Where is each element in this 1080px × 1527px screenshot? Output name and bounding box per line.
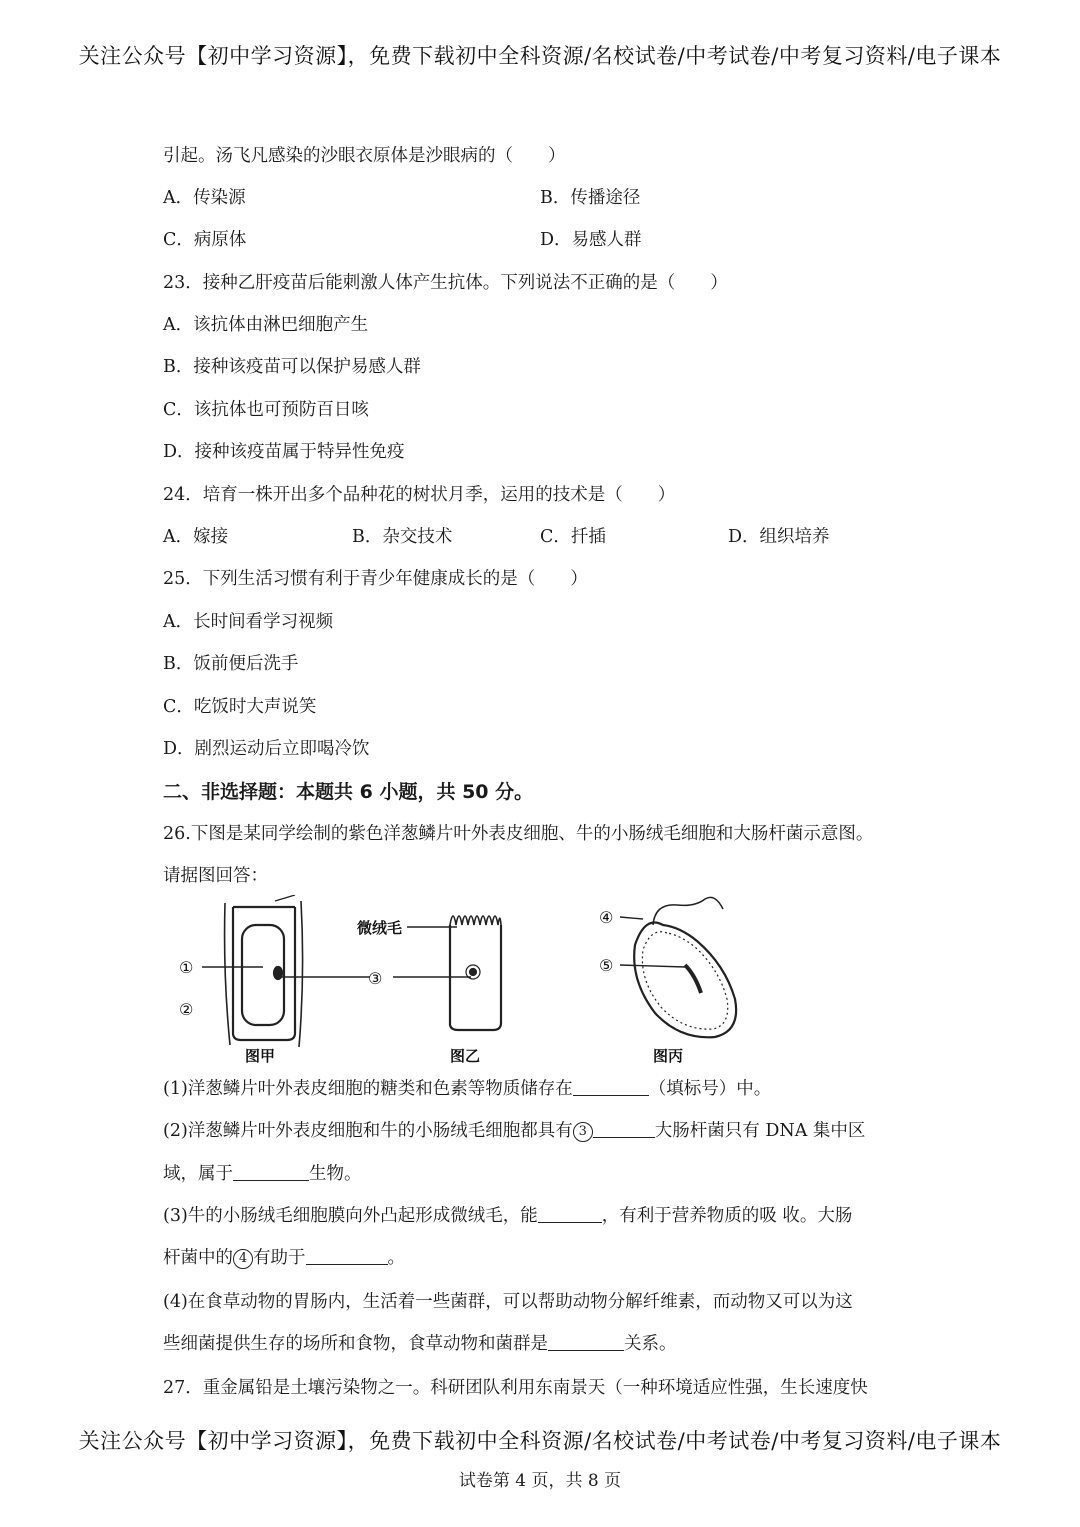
q26-p3-text-5: 。 bbox=[387, 1248, 405, 1268]
q26-part3-cont bbox=[163, 1244, 405, 1269]
q26-part1 bbox=[163, 1075, 771, 1100]
q24-option-d: D．组织培养 bbox=[728, 527, 830, 547]
q24-option-b: B．杂交技术 bbox=[352, 527, 453, 547]
q26-p2-text-4: 生物。 bbox=[309, 1164, 362, 1184]
q26-p2-text-2: 大肠杆菌只有 DNA 集中区 bbox=[654, 1121, 866, 1141]
q26-p2-text-3: 域，属于 bbox=[163, 1164, 233, 1184]
label-4: ④ bbox=[599, 908, 614, 927]
q22-tail: 引起。汤飞凡感染的沙眼衣原体是沙眼病的（ ） bbox=[163, 146, 566, 166]
bacterium-drawing bbox=[634, 897, 736, 1037]
answer-blank[interactable] bbox=[538, 1206, 602, 1223]
q26-p3-text-3: 杆菌中的 bbox=[163, 1248, 233, 1268]
cell-diagram-figure bbox=[175, 895, 775, 1065]
q26-p1-text-end: （填标号）中。 bbox=[648, 1079, 772, 1099]
q24-option-a: A．嫁接 bbox=[163, 527, 229, 547]
q23-stem: 23．接种乙肝疫苗后能刺激人体产生抗体。下列说法不正确的是（ ） bbox=[163, 273, 728, 293]
q25-stem: 25．下列生活习惯有利于青少年健康成长的是（ ） bbox=[163, 569, 588, 589]
q26-stem-line2: 请据图回答： bbox=[163, 866, 268, 886]
onion-cell-drawing bbox=[225, 895, 303, 1047]
bottom-banner: 关注公众号【初中学习资源】，免费下载初中全科资源/名校试卷/中考试卷/中考复习资料/电子课本 bbox=[78, 1429, 1002, 1453]
q26-part3 bbox=[163, 1202, 852, 1227]
q25-option-a: A．长时间看学习视频 bbox=[163, 612, 334, 632]
q27-stem: 27．重金属铅是土壤污染物之一。科研团队利用东南景天（一种环境适应性强，生长速度快 bbox=[163, 1378, 868, 1398]
q24-option-c: C．扦插 bbox=[540, 527, 606, 547]
answer-blank[interactable] bbox=[548, 1334, 624, 1351]
label-3: ③ bbox=[368, 969, 383, 988]
q26-part2-cont bbox=[163, 1160, 362, 1185]
q26-p2-text: (2)洋葱鳞片叶外表皮细胞和牛的小肠绒毛细胞都具有 bbox=[163, 1121, 573, 1141]
answer-blank[interactable] bbox=[593, 1121, 655, 1138]
answer-blank[interactable] bbox=[233, 1164, 309, 1181]
q26-part4-cont bbox=[163, 1330, 677, 1355]
section-heading: 二、非选择题：本题共 6 小题，共 50 分。 bbox=[163, 781, 534, 803]
q26-part2 bbox=[163, 1117, 865, 1142]
q26-p3-text: (3)牛的小肠绒毛细胞膜向外凸起形成微绒毛，能 bbox=[163, 1206, 538, 1226]
q25-option-b: B．饭前便后洗手 bbox=[163, 654, 299, 674]
villus-cell-drawing bbox=[450, 916, 501, 1030]
q22-option-b: B．传播途径 bbox=[540, 188, 641, 208]
q25-option-c: C．吃饭时大声说笑 bbox=[163, 697, 317, 717]
answer-blank[interactable] bbox=[573, 1079, 649, 1096]
q26-part4: (4)在食草动物的胃肠内，生活着一些菌群，可以帮助动物分解纤维素，而动物又可以为这 bbox=[163, 1292, 853, 1312]
caption-figure-a: 图甲 bbox=[245, 1047, 276, 1065]
q24-stem: 24．培育一株开出多个品种花的树状月季，运用的技术是（ ） bbox=[163, 485, 676, 505]
caption-figure-c: 图丙 bbox=[653, 1047, 684, 1065]
q22-option-d: D．易感人群 bbox=[540, 230, 642, 250]
q26-p3-text-4: 有助于 bbox=[253, 1248, 306, 1268]
q25-option-d: D．剧烈运动后立即喝冷饮 bbox=[163, 739, 370, 759]
label-5: ⑤ bbox=[599, 956, 614, 975]
answer-blank[interactable] bbox=[306, 1248, 388, 1265]
q23-option-a: A．该抗体由淋巴细胞产生 bbox=[163, 315, 369, 335]
q22-option-c: C．病原体 bbox=[163, 230, 247, 250]
q23-option-d: D．接种该疫苗属于特异性免疫 bbox=[163, 442, 405, 462]
label-2: ② bbox=[179, 1000, 194, 1019]
q26-p4-text-end: 关系。 bbox=[624, 1334, 677, 1354]
q26-p4-text: 些细菌提供生存的场所和食物，食草动物和菌群是 bbox=[163, 1334, 548, 1354]
label-1: ① bbox=[179, 958, 194, 977]
circled-4: 4 bbox=[233, 1249, 253, 1269]
q26-stem-line1: 26.下图是某同学绘制的紫色洋葱鳞片叶外表皮细胞、牛的小肠绒毛细胞和大肠杆菌示意图。 bbox=[163, 824, 874, 844]
top-banner: 关注公众号【初中学习资源】，免费下载初中全科资源/名校试卷/中考试卷/中考复习资料/电子课本 bbox=[78, 44, 1002, 68]
q26-p3-text-2: ，有利于营养物质的吸 收。大肠 bbox=[601, 1206, 853, 1226]
q22-option-a: A．传染源 bbox=[163, 188, 246, 208]
label-microvilli: 微绒毛 bbox=[357, 919, 403, 937]
q23-option-b: B．接种该疫苗可以保护易感人群 bbox=[163, 357, 421, 377]
q23-option-c: C．该抗体也可预防百日咳 bbox=[163, 400, 369, 420]
q26-p1-text: (1)洋葱鳞片叶外表皮细胞的糖类和色素等物质储存在 bbox=[163, 1079, 573, 1099]
circled-3: 3 bbox=[573, 1122, 593, 1142]
caption-figure-b: 图乙 bbox=[450, 1047, 481, 1065]
page-footer: 试卷第 4 页，共 8 页 bbox=[458, 1471, 622, 1491]
